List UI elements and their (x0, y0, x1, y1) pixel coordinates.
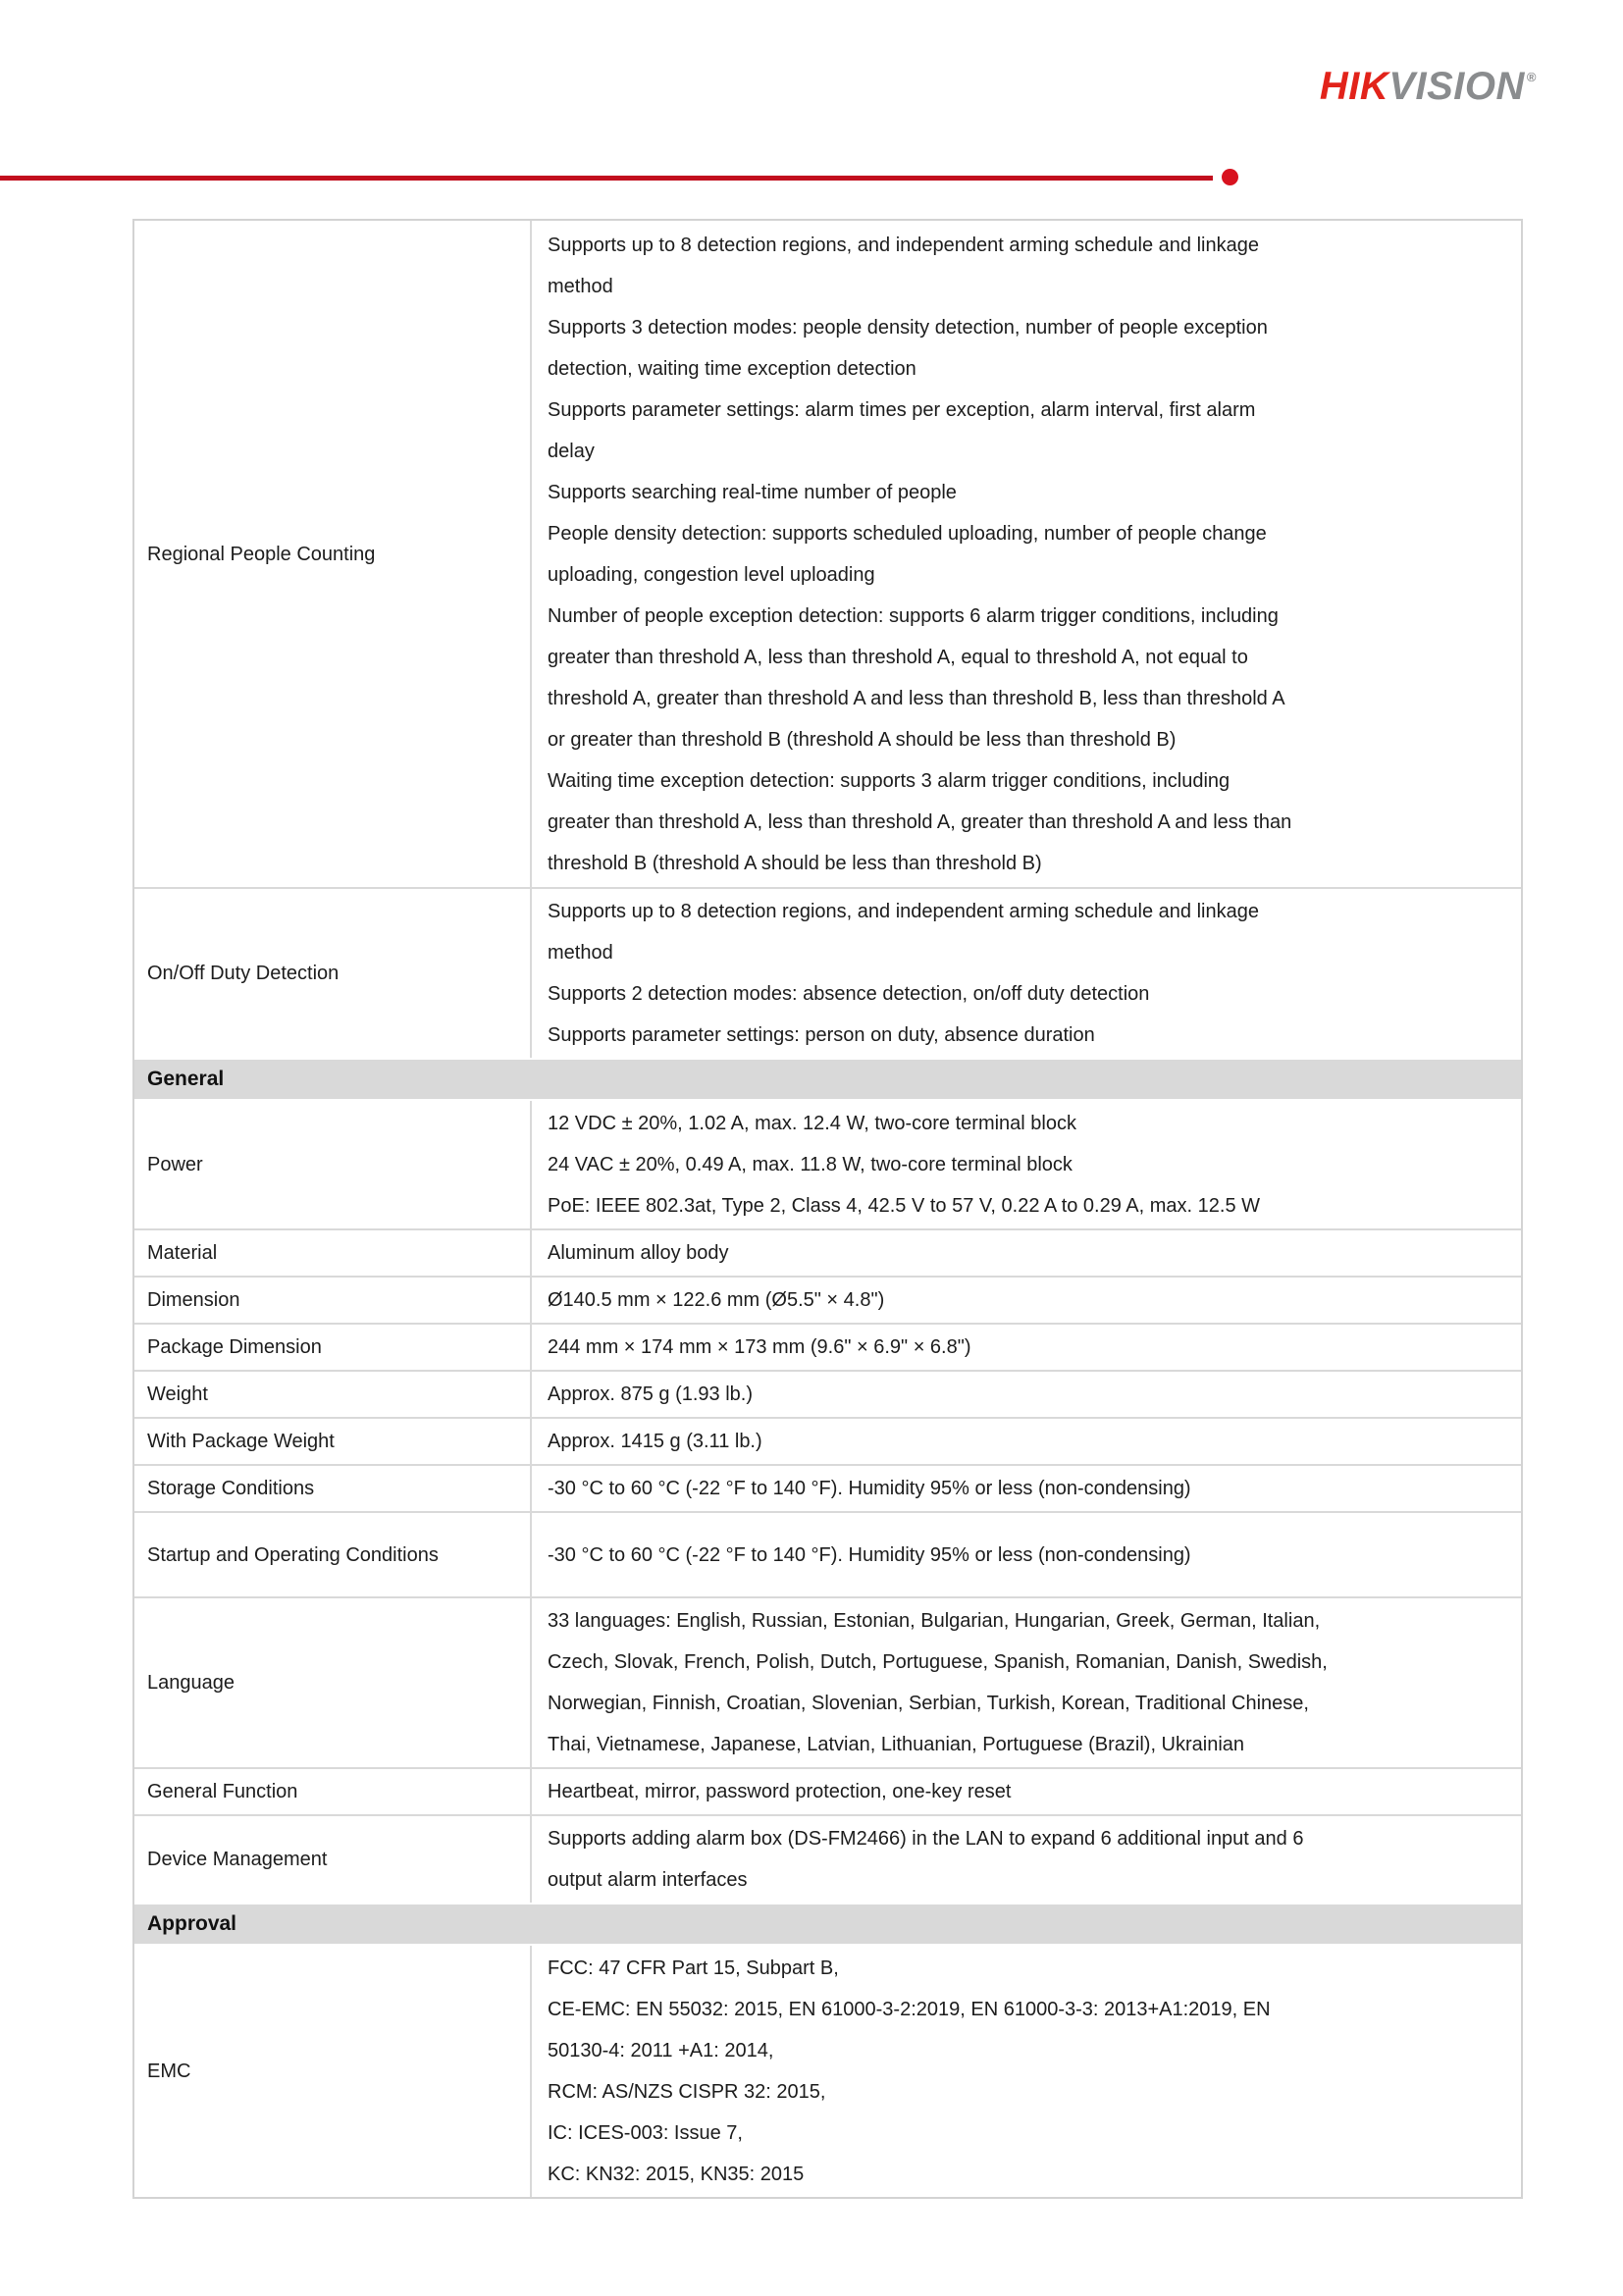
table-row-with-package-weight (134, 1417, 1521, 1464)
spec-value (532, 1946, 1521, 2197)
spec-value (532, 1769, 1521, 1814)
spec-value-line: 24 VAC ± 20%, 0.49 A, max. 11.8 W, two-core terminal block (548, 1154, 1073, 1175)
spec-value-line: Approx. 1415 g (3.11 lb.) (548, 1431, 762, 1452)
spec-value (532, 1372, 1521, 1417)
spec-value-line: Norwegian, Finnish, Croatian, Slovenian, Serbian, Turkish, Korean, Traditional Chinese, (548, 1693, 1309, 1714)
spec-value-line: uploading, congestion level uploading (548, 563, 875, 586)
spec-value-line: threshold A, greater than threshold A and less than threshold B, less than threshold A (548, 687, 1285, 709)
table-row-device-management (134, 1814, 1521, 1903)
spec-value-line: Supports up to 8 detection regions, and independent arming schedule and linkage (548, 234, 1259, 256)
spec-value (532, 1325, 1521, 1370)
spec-value (532, 1230, 1521, 1276)
spec-value-line: greater than threshold A, less than threshold A, equal to threshold A, not equal to (548, 646, 1248, 668)
spec-label: Language (134, 1598, 532, 1767)
spec-value-line: output alarm interfaces (548, 1869, 748, 1891)
table-row-on-off-duty-detection (134, 887, 1521, 1058)
spec-value-line: Waiting time exception detection: supports 3 alarm trigger conditions, including (548, 769, 1230, 792)
spec-value-line: 50130-4: 2011 +A1: 2014, (548, 2040, 774, 2061)
spec-label: Device Management (134, 1816, 532, 1903)
spec-value-line: Supports up to 8 detection regions, and independent arming schedule and linkage (548, 901, 1259, 922)
spec-value-line: Supports searching real-time number of people (548, 481, 957, 503)
spec-label: General Function (134, 1769, 532, 1814)
logo-hik-text: HIK (1319, 65, 1389, 108)
spec-value-line: Aluminum alloy body (548, 1242, 729, 1264)
table-row-storage-conditions (134, 1464, 1521, 1511)
spec-label: Regional People Counting (134, 221, 532, 887)
spec-value-line: Number of people exception detection: supports 6 alarm trigger conditions, including (548, 604, 1279, 627)
spec-value-line: detection, waiting time exception detection (548, 357, 916, 380)
spec-value-line: Heartbeat, mirror, password protection, one-key reset (548, 1781, 1012, 1802)
spec-value-line: CE-EMC: EN 55032: 2015, EN 61000-3-2:2019, EN 61000-3-3: 2013+A1:2019, EN (548, 1999, 1271, 2020)
section-title: Approval (147, 1912, 237, 1935)
spec-value-line: 12 VDC ± 20%, 1.02 A, max. 12.4 W, two-core terminal block (548, 1113, 1076, 1134)
section-header-approval (134, 1903, 1521, 1946)
spec-value-line: 244 mm × 174 mm × 173 mm (9.6" × 6.9" × 6.8") (548, 1336, 971, 1358)
spec-value-line: IC: ICES-003: Issue 7, (548, 2122, 743, 2144)
table-row-material (134, 1228, 1521, 1276)
specification-table (132, 219, 1523, 2199)
spec-value-line: Ø140.5 mm × 122.6 mm (Ø5.5" × 4.8") (548, 1289, 885, 1311)
spec-value (532, 1598, 1521, 1767)
spec-value (532, 1513, 1521, 1596)
table-row-dimension (134, 1276, 1521, 1323)
spec-value-line: -30 °C to 60 °C (-22 °F to 140 °F). Humidity 95% or less (non-condensing) (548, 1543, 1191, 1566)
spec-label: On/Off Duty Detection (134, 889, 532, 1058)
table-row-regional-people-counting (134, 221, 1521, 887)
spec-label: Power (134, 1101, 532, 1228)
spec-value-line: -30 °C to 60 °C (-22 °F to 140 °F). Humidity 95% or less (non-condensing) (548, 1478, 1191, 1499)
header-rule-line (0, 176, 1213, 181)
spec-value-line: PoE: IEEE 802.3at, Type 2, Class 4, 42.5 V to 57 V, 0.22 A to 0.29 A, max. 12.5 W (548, 1195, 1261, 1217)
spec-value-line: Supports adding alarm box (DS-FM2466) in the LAN to expand 6 additional input and 6 (548, 1828, 1304, 1850)
spec-value-line: Approx. 875 g (1.93 lb.) (548, 1383, 754, 1405)
spec-value (532, 221, 1521, 887)
spec-label: With Package Weight (134, 1419, 532, 1464)
spec-value-line: RCM: AS/NZS CISPR 32: 2015, (548, 2081, 826, 2103)
spec-value-line: delay (548, 440, 595, 462)
table-row-package-dimension (134, 1323, 1521, 1370)
spec-label: EMC (134, 1946, 532, 2197)
section-header-general (134, 1058, 1521, 1101)
table-row-language (134, 1596, 1521, 1767)
spec-value-line: Supports 2 detection modes: absence detection, on/off duty detection (548, 983, 1150, 1005)
table-row-startup-operating-conditions (134, 1511, 1521, 1596)
section-title: General (147, 1068, 225, 1090)
spec-value-line: method (548, 942, 613, 964)
spec-label: Material (134, 1230, 532, 1276)
spec-value-line: threshold B (threshold A should be less than threshold B) (548, 852, 1042, 874)
hikvision-logo (1320, 65, 1537, 109)
spec-value-line: KC: KN32: 2015, KN35: 2015 (548, 2164, 805, 2185)
spec-value (532, 889, 1521, 1058)
header-rule-dot-icon (1222, 169, 1238, 185)
spec-value (532, 1419, 1521, 1464)
spec-value-line: greater than threshold A, less than threshold A, greater than threshold A and less than (548, 810, 1292, 833)
spec-value (532, 1466, 1521, 1511)
spec-value-line: or greater than threshold B (threshold A should be less than threshold B) (548, 728, 1177, 751)
spec-value-line: Supports parameter settings: person on duty, absence duration (548, 1024, 1095, 1046)
table-row-power (134, 1101, 1521, 1228)
table-row-weight (134, 1370, 1521, 1417)
table-row-emc (134, 1946, 1521, 2197)
spec-value-line: method (548, 275, 613, 297)
spec-value-line: Czech, Slovak, French, Polish, Dutch, Portuguese, Spanish, Romanian, Danish, Swedish, (548, 1651, 1328, 1673)
spec-label: Dimension (134, 1278, 532, 1323)
spec-value-line: Supports parameter settings: alarm times per exception, alarm interval, first alarm (548, 398, 1256, 421)
spec-value (532, 1101, 1521, 1228)
spec-value-line: People density detection: supports scheduled uploading, number of people change (548, 522, 1267, 545)
logo-vision-text: VISION (1388, 65, 1525, 108)
spec-label: Package Dimension (134, 1325, 532, 1370)
spec-value-line: Thai, Vietnamese, Japanese, Latvian, Lithuanian, Portuguese (Brazil), Ukrainian (548, 1734, 1245, 1755)
spec-value (532, 1816, 1521, 1903)
spec-label: Weight (134, 1372, 532, 1417)
spec-value-line: 33 languages: English, Russian, Estonian, Bulgarian, Hungarian, Greek, German, Italian, (548, 1610, 1321, 1632)
registered-trademark-icon: ® (1526, 70, 1537, 84)
spec-label: Storage Conditions (134, 1466, 532, 1511)
table-row-general-function (134, 1767, 1521, 1814)
spec-label: Startup and Operating Conditions (134, 1513, 532, 1596)
spec-value-line: Supports 3 detection modes: people density detection, number of people exception (548, 316, 1268, 339)
spec-value-line: FCC: 47 CFR Part 15, Subpart B, (548, 1957, 839, 1979)
spec-value (532, 1278, 1521, 1323)
